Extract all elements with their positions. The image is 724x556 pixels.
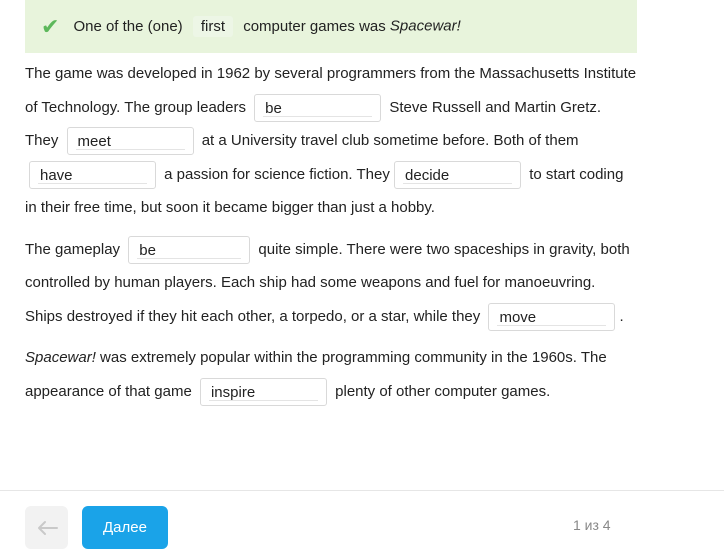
para3-text-2: plenty of other computer games.: [335, 382, 551, 400]
paragraph-1: [25, 57, 637, 225]
page-counter: 1 из 4: [573, 517, 611, 533]
para3-text-1: was extremely popular within the programming community in the 1960s. The appearance of that game: [25, 349, 607, 400]
para3-title: Spacewar!: [25, 349, 96, 366]
para1-text-5: to start coding in their free time, but soon it became bigger than just a hobby.: [25, 165, 624, 216]
para2-text-1: The gameplay: [25, 240, 121, 258]
gap-input-inspire[interactable]: inspire: [200, 378, 327, 406]
gap-input-be-2[interactable]: be: [128, 236, 250, 264]
para1-text-1: The game was developed in 1962 by several programmers from the Massachusetts Institute of Technology. The group leaders: [25, 65, 637, 116]
exercise-content: [25, 0, 637, 408]
banner-text-before: One of the (one): [73, 18, 183, 35]
answer-banner: [25, 0, 637, 53]
gap-input-have[interactable]: have: [29, 161, 156, 189]
para1-text-2: Steve Russell and Martin Gretz. They: [25, 98, 602, 149]
footer-divider: [0, 490, 724, 491]
arrow-left-icon: [36, 520, 58, 536]
paragraph-2: [25, 233, 637, 334]
back-button[interactable]: [25, 506, 68, 549]
gap-input-be-1[interactable]: be: [254, 94, 381, 122]
banner-text-after: computer games was: [243, 18, 386, 35]
para2-text-2: quite simple. There were two spaceships in gravity, both controlled by human players. Each ship had some weapons and fuel for manoeuvring. Ships destroyed if they hit each other, a torpedo, or a star, while they: [25, 240, 630, 325]
gap-input-move[interactable]: move: [488, 303, 615, 331]
gap-input-decide[interactable]: decide: [394, 161, 521, 189]
banner-title: Spacewar!: [389, 17, 461, 35]
para2-text-3: .: [619, 307, 624, 325]
paragraph-3: [25, 341, 637, 408]
checkmark-icon: ✔: [41, 13, 60, 39]
banner-text: [73, 16, 460, 37]
gap-input-meet[interactable]: meet: [67, 127, 194, 155]
para1-text-4: a passion for science fiction. They: [164, 165, 390, 183]
answer-chip: first: [193, 16, 233, 37]
para1-text-3: at a University travel club sometime before. Both of them: [201, 132, 579, 149]
next-button[interactable]: Далее: [82, 506, 168, 549]
